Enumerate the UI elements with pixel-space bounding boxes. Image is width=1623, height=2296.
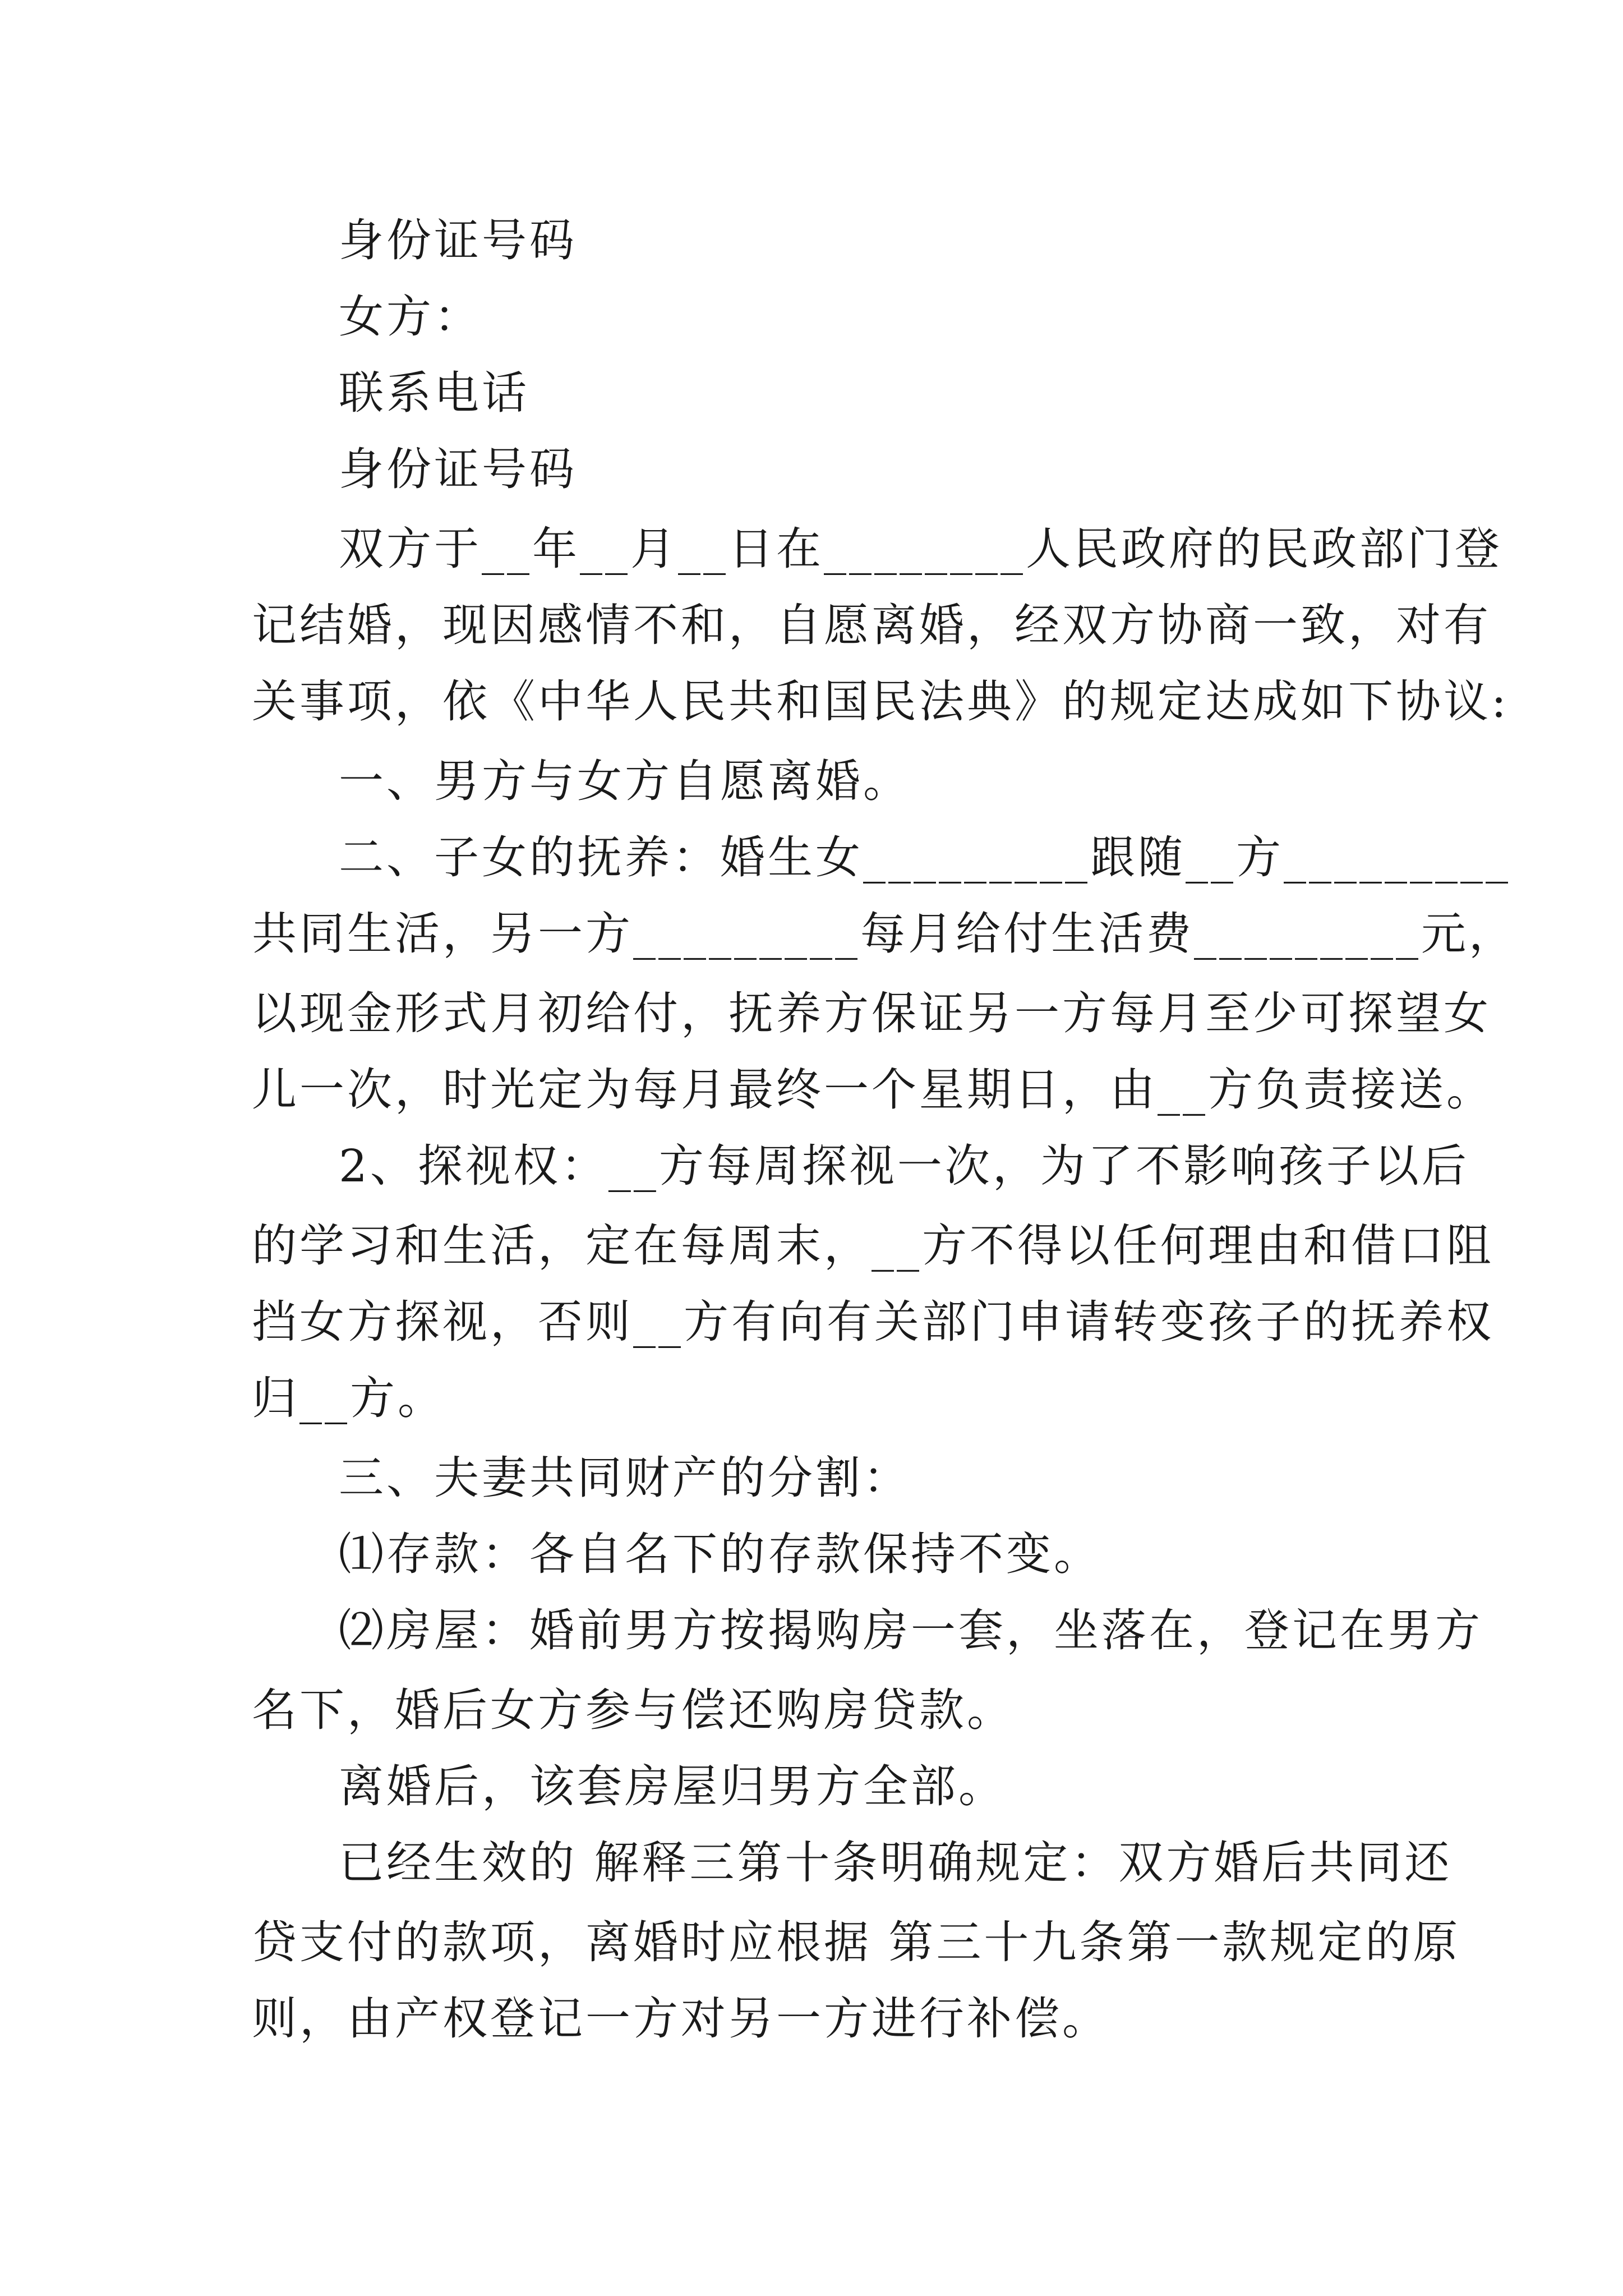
text-line: 名下，婚后女方参与偿还购房贷款。 [252,1684,1015,1736]
text-line: 联系电话 [339,367,529,419]
text-line: 女方： [339,291,482,343]
text-line: 贷支付的款项，离婚时应根据 第三十九条第一款规定的原 [252,1916,1461,1968]
text-line: 三、夫妻共同财产的分割： [339,1452,911,1504]
text-line: 双方于__年__月__日在________人民政府的民政部门登 [339,523,1502,575]
text-line: 则，由产权登记一方对另一方进行补偿。 [252,1993,1110,2045]
text-line: 一、男方与女方自愿离婚。 [339,755,911,807]
text-line: 以现金形式月初给付，抚养方保证另一方每月至少可探望女 [252,987,1491,1039]
text-line: 离婚后，该套房屋归男方全部。 [339,1760,1006,1812]
text-line: 共同生活，另一方_________每月给付生活费_________元， [252,908,1516,960]
text-line: 身份证号码 [339,443,577,495]
text-line: 儿一次，时光定为每月最终一个星期日，由__方负责接送。 [252,1064,1494,1116]
text-line: 记结婚，现因感情不和，自愿离婚，经双方协商一致，对有 [252,599,1491,651]
text-line: 已经生效的 解释三第十条明确规定：双方婚后共同还 [339,1837,1453,1889]
text-line: 的学习和生活，定在每周末，__方不得以任何理由和借口阻 [252,1220,1494,1272]
text-line: 挡女方探视，否则__方有向有关部门申请转变孩子的抚养权 [252,1296,1494,1348]
text-line: 二、子女的抚养：婚生女_________跟随__方_________ [339,831,1511,884]
text-line: 2、探视权：__方每周探视一次，为了不影响孩子以后 [339,1140,1469,1192]
text-line: 归__方。 [252,1372,445,1424]
text-line: ⑴存款：各自名下的存款保持不变。 [339,1528,1101,1580]
text-line: 关事项，依《中华人民共和国民法典》的规定达成如下协议: [252,675,1509,728]
text-line: 身份证号码 [339,214,577,266]
text-line: ⑵房屋：婚前男方按揭购房一套，坐落在，登记在男方 [339,1604,1483,1657]
